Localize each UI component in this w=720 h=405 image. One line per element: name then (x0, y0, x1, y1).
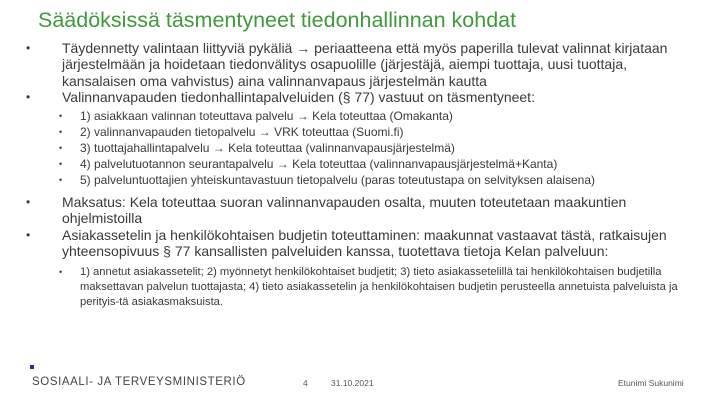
sub-bullet-marker: • (59, 267, 63, 278)
slide-title: Säädöksissä täsmentyneet tiedonhallinnan kohdat (38, 8, 517, 32)
bullet-marker: • (26, 195, 31, 210)
sub-bullet-text: 2) valinnanvapauden tietopalvelu → VRK toteuttaa (Suomi.fi) (80, 125, 404, 140)
footer-date: 31.10.2021 (331, 378, 374, 388)
bullet-marker: • (26, 89, 31, 104)
bullet-text: Asiakassetelin ja henkilökohtaisen budjetin toteuttaminen: maakunnat vastaavat tästä, ratkaisujen yhteensopivuus § 77 kansallisten palveluiden kanssa, tuotettava tietoja Kelan palveluun: (62, 226, 667, 260)
bullet-text: Täydennetty valintaan liittyviä pykäliä → periaatteena että myös paperilla tulevat valinnat kirjataan järjestelmään ja hoidetaan tiedonvälitys osapuolille (järjestäjä, aiempi tuottaja, uusi tuottaja, kansalaisen oma vahvistus) aina valinnanvapaus järjestelmän kautta (62, 40, 668, 89)
sub-bullet-text: 3) tuottajahallintapalvelu → Kela toteuttaa (valinnanvapausjärjestelmä) (80, 141, 455, 156)
bullet-marker: • (26, 41, 31, 55)
sub-bullet-text: 5) palveluntuottajien yhteiskuntavastuun tietopalvelu (paras toteutustapa on selvityksen alaisena) (80, 173, 595, 188)
sub-bullet-3 (0, 140, 700, 156)
sub-bullet-marker: • (59, 175, 63, 186)
sub-bullet-2 (0, 124, 700, 140)
sub-bullet-marker: • (59, 127, 63, 138)
bullet-text: Valinnanvapauden tiedonhallintapalveluiden (§ 77) vastuut on täsmentyneet: (62, 88, 535, 105)
sub-bullet-6 (0, 265, 700, 309)
sub-bullet-4 (0, 156, 700, 172)
bullet-3 (0, 194, 692, 227)
page-number: 4 (303, 378, 308, 388)
bullet-marker: • (26, 227, 31, 242)
bullet-1 (0, 40, 692, 89)
sub-bullet-5 (0, 172, 700, 188)
sub-bullet-text: 4) palvelutuotannon seurantapalvelu → Kela toteuttaa (valinnanvapausjärjestelmä+Kanta) (80, 157, 558, 172)
bullet-4 (0, 227, 692, 260)
sub-bullet-text: 1) asiakkaan valinnan toteuttava palvelu → Kela toteuttaa (Omakanta) (80, 109, 453, 124)
slide-content (0, 40, 720, 309)
sub-bullet-1 (0, 108, 700, 124)
footer-author: Etunimi Sukunimi (618, 378, 684, 388)
bullet-text: Maksatus: Kela toteuttaa suoran valinnanvapauden osalta, muuten toteutetaan maakuntien ohjelmistoilla (62, 194, 627, 227)
sub-bullet-text: 1) annetut asiakassetelit; 2) myönnetyt henkilökohtaiset budjetit; 3) tieto asiakassetelillä tai henkilökohtaisen budjetilla maksettavan palvelun tuottajasta; 4) tieto asiakassetelin ja henkilökohtaisen budjetin perusteella annetuista palveluista ja perityis-tä asiakasmaksuista. (80, 266, 678, 308)
sub-bullet-marker: • (59, 111, 63, 122)
bullet-2 (0, 89, 692, 105)
sub-bullet-marker: • (59, 143, 63, 154)
sub-bullet-marker: • (59, 159, 63, 170)
ministry-logo-text: SOSIAALI- JA TERVEYSMINISTERIÖ (32, 376, 246, 388)
ministry-logo-mark (30, 365, 34, 369)
